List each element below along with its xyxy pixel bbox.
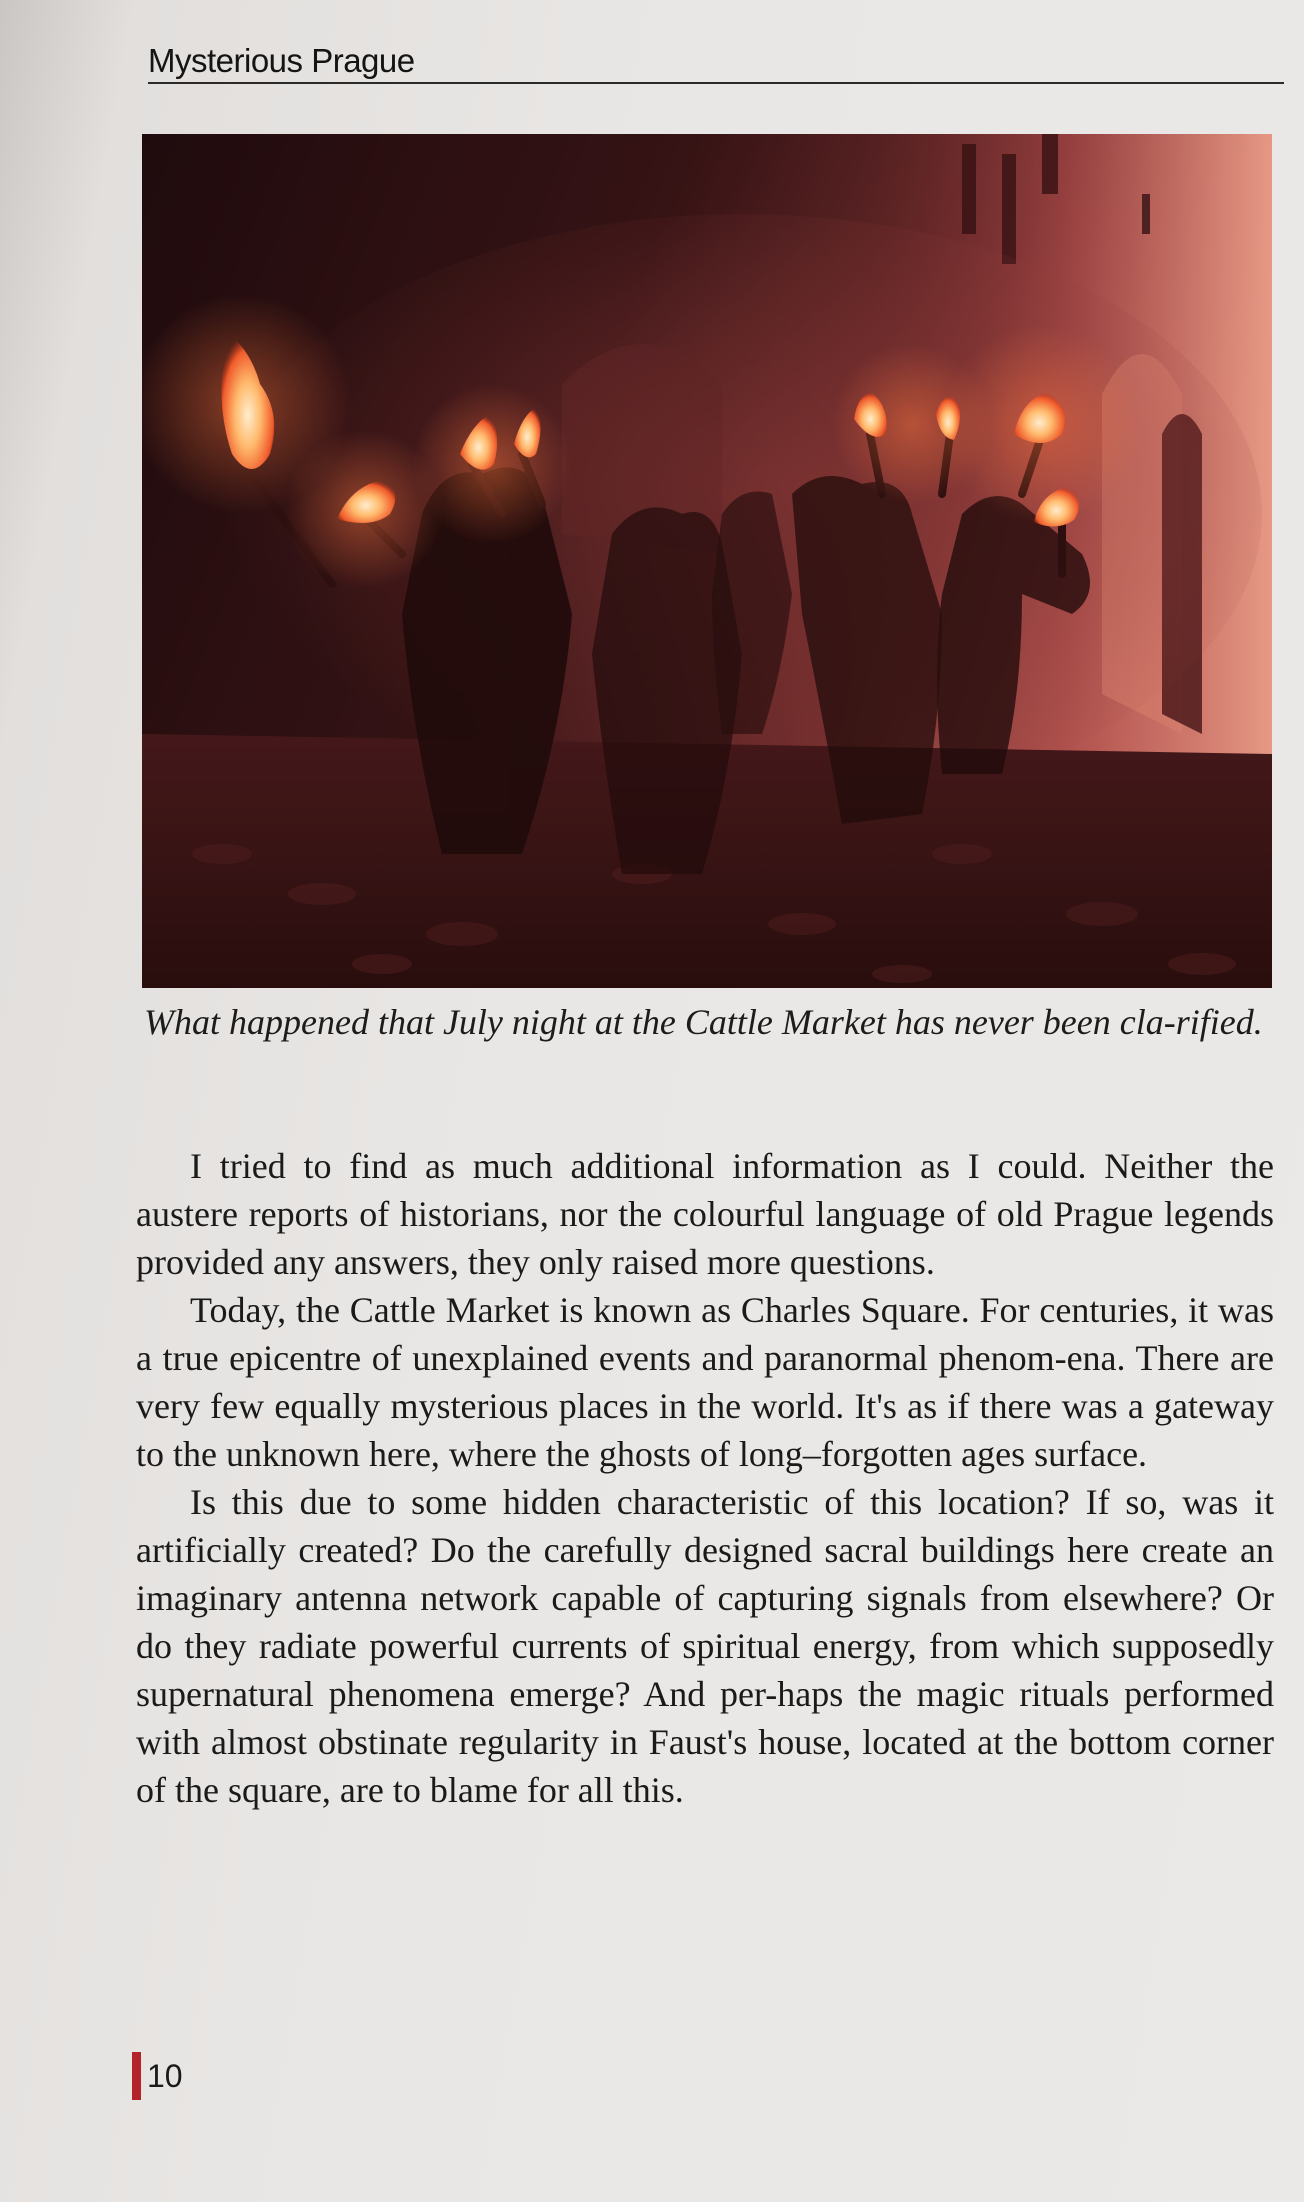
page-number: 10	[147, 2057, 183, 2094]
paragraph-3: Is this due to some hidden characteristic of this location? If so, was it artificially created? Do the carefully designed sacral buildings here create an imaginary antenna network capable of capturing signals from elsewhere? Or do they radiate powerful currents of spiritual energy, from which supposedly supernatural phenomena emerge? And per-haps the magic rituals performed with almost obstinate regularity in Faust's house, located at the bottom corner of the square, are to blame for all this.	[136, 1482, 1274, 1810]
torch-procession-photo	[142, 134, 1272, 988]
paragraph-2: Today, the Cattle Market is known as Charles Square. For centuries, it was a true epicentre of unexplained events and paranormal phenom-ena. There are very few equally mysterious places in the world. It's as if there was a gateway to the unknown here, where the ghosts of long–forgotten ages surface.	[136, 1290, 1274, 1474]
page-marker-bar	[132, 2052, 141, 2100]
photo-caption: What happened that July night at the Cattle Market has never been cla-rified.	[144, 1002, 1263, 1042]
body-text	[136, 1142, 1274, 1814]
header-rule	[148, 82, 1284, 84]
running-header-title: Mysterious Prague	[148, 42, 415, 79]
photo-illustration	[142, 134, 1272, 988]
page-footer	[132, 2054, 183, 2098]
paragraph-1: I tried to find as much additional information as I could. Neither the austere reports of historians, nor the colourful language of old Prague legends provided any answers, they only raised more questions.	[136, 1146, 1274, 1282]
